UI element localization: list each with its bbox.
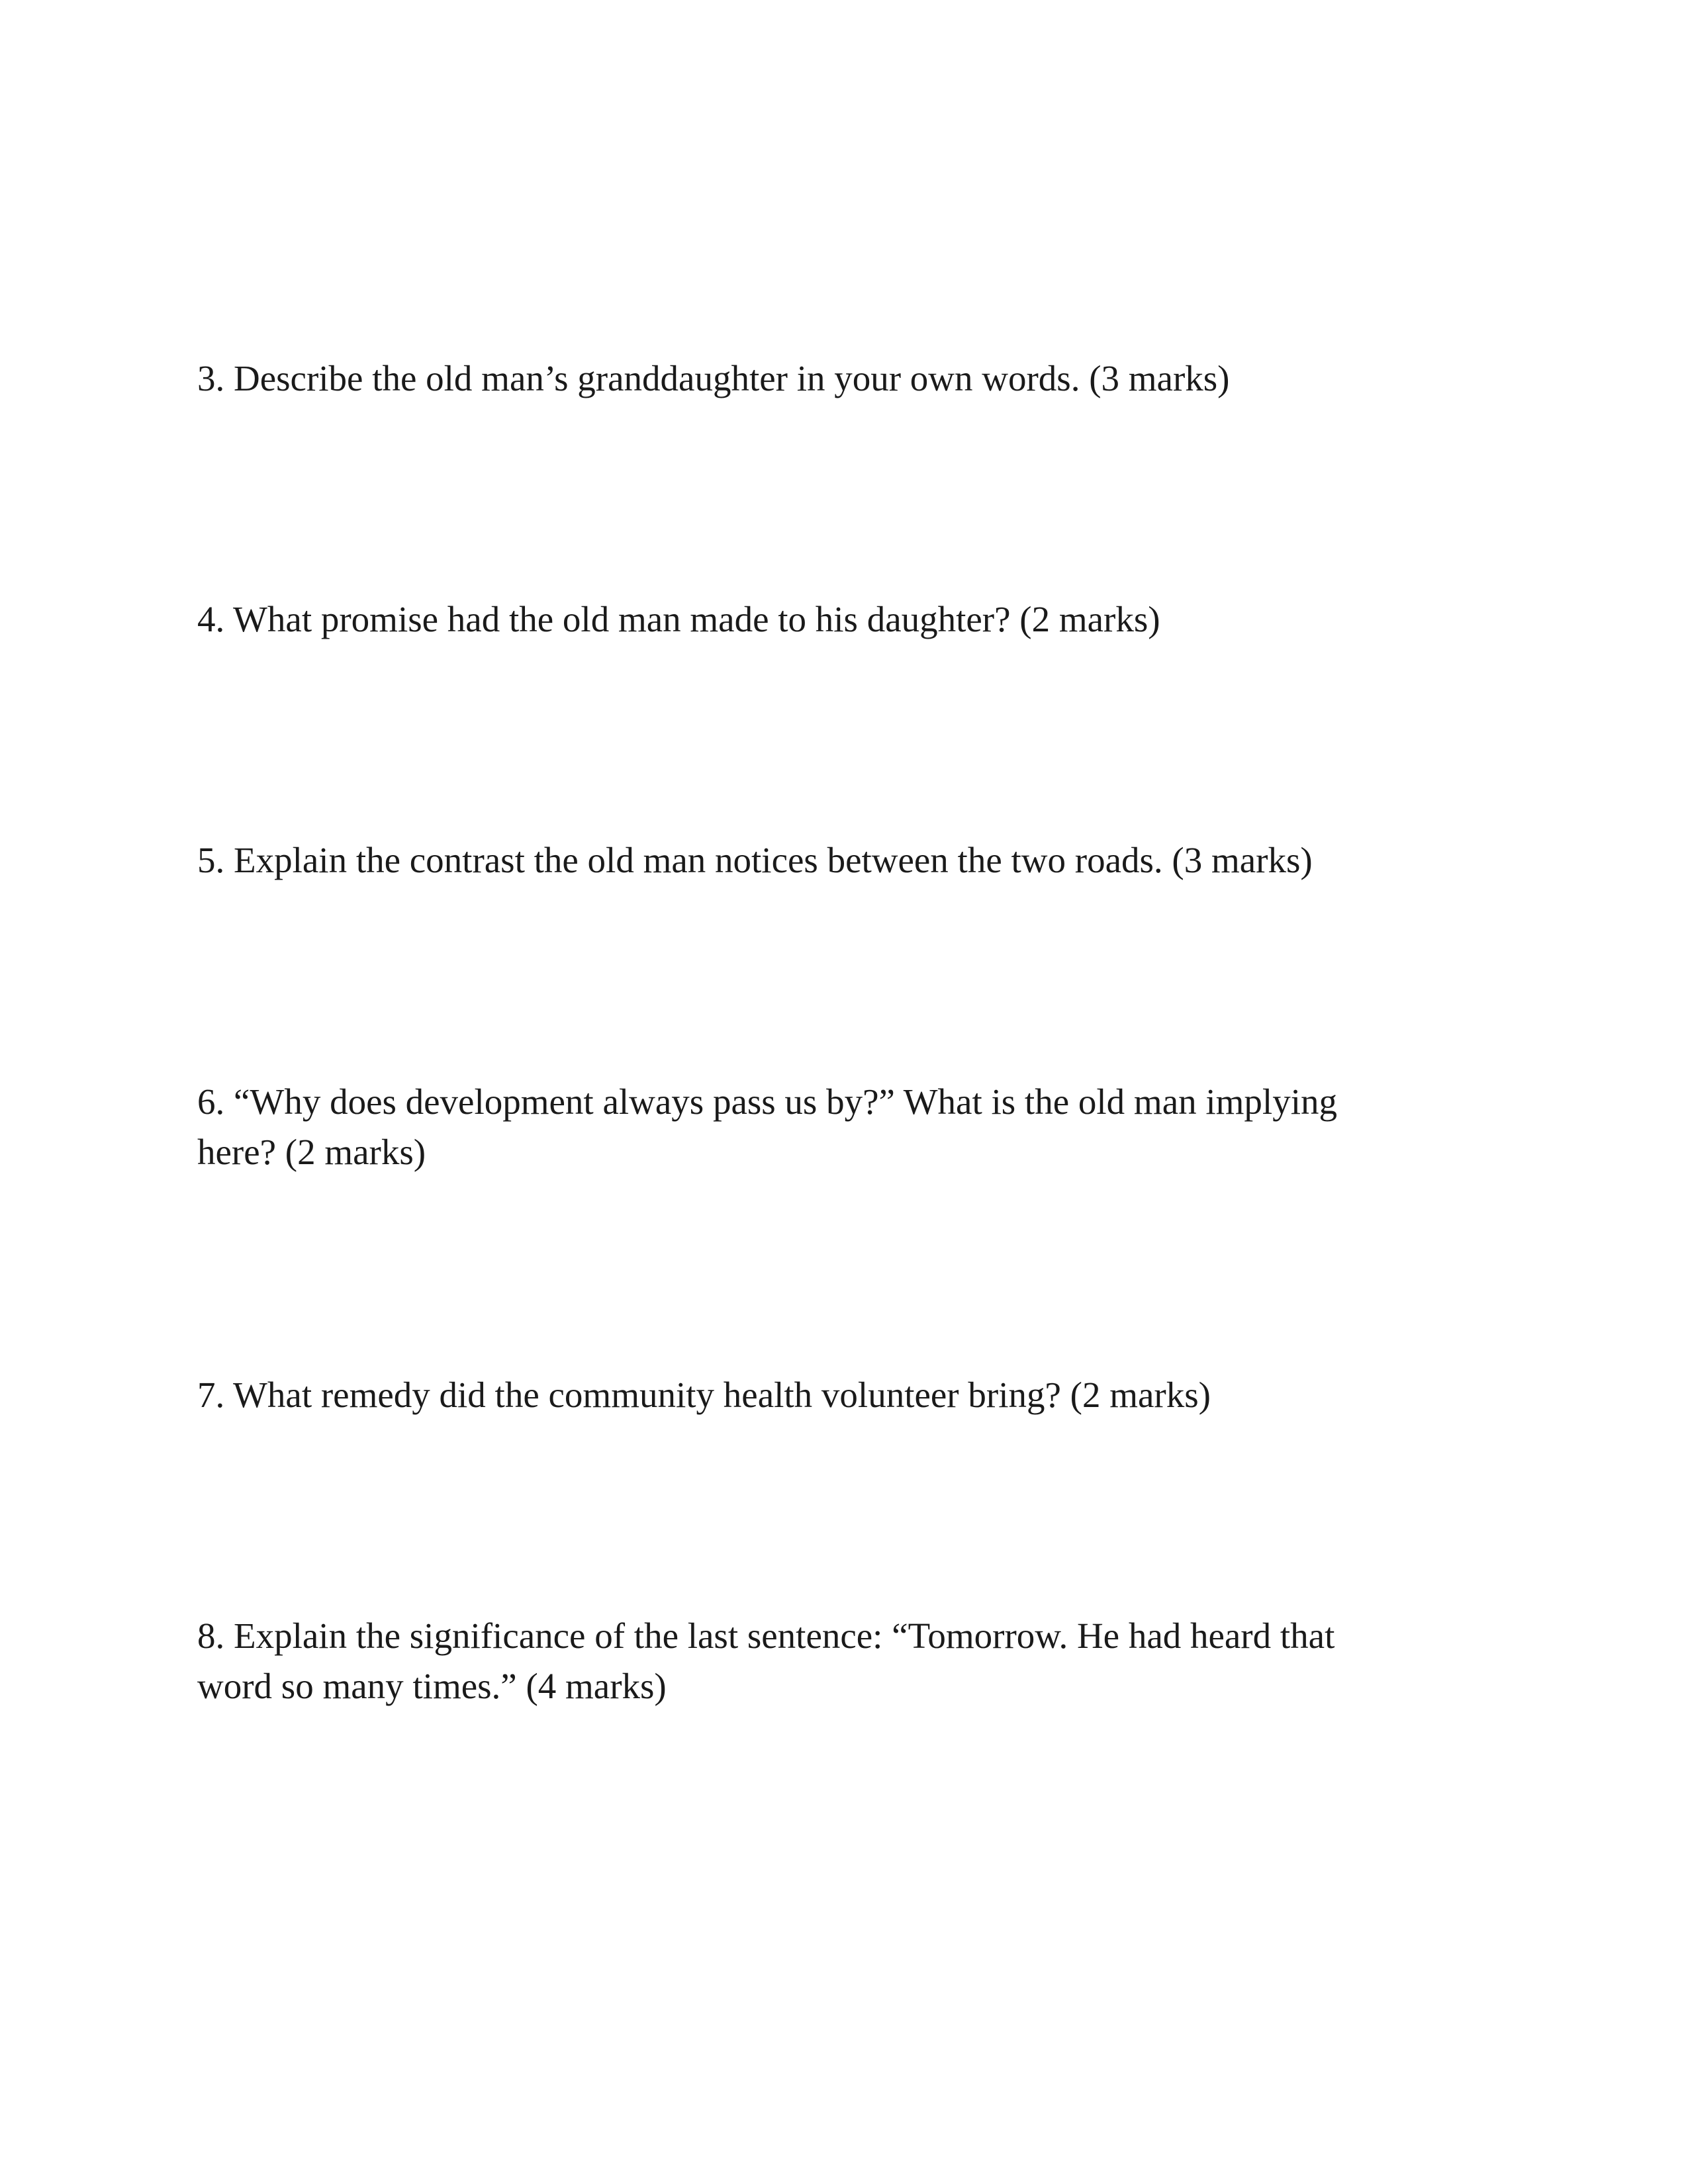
question-4-text: 4. What promise had the old man made to his daughter? (2 marks): [197, 599, 1160, 639]
question-7: [197, 1370, 1455, 1420]
question-6-text-line-2: here? (2 marks): [197, 1132, 426, 1172]
question-3: [197, 353, 1455, 404]
question-5: [197, 835, 1455, 886]
question-6-text-line-1: 6. “Why does development always pass us by?” What is the old man implying: [197, 1081, 1337, 1122]
question-7-text: 7. What remedy did the community health volunteer bring? (2 marks): [197, 1375, 1211, 1415]
question-4: [197, 594, 1455, 645]
question-8-text-line-2: word so many times.” (4 marks): [197, 1666, 667, 1706]
question-6: [197, 1077, 1455, 1177]
question-3-text: 3. Describe the old man’s granddaughter in your own words. (3 marks): [197, 358, 1230, 398]
question-8: [197, 1611, 1455, 1711]
question-8-text-line-1: 8. Explain the significance of the last sentence: “Tomorrow. He had heard that: [197, 1615, 1335, 1656]
question-5-text: 5. Explain the contrast the old man notices between the two roads. (3 marks): [197, 840, 1313, 880]
